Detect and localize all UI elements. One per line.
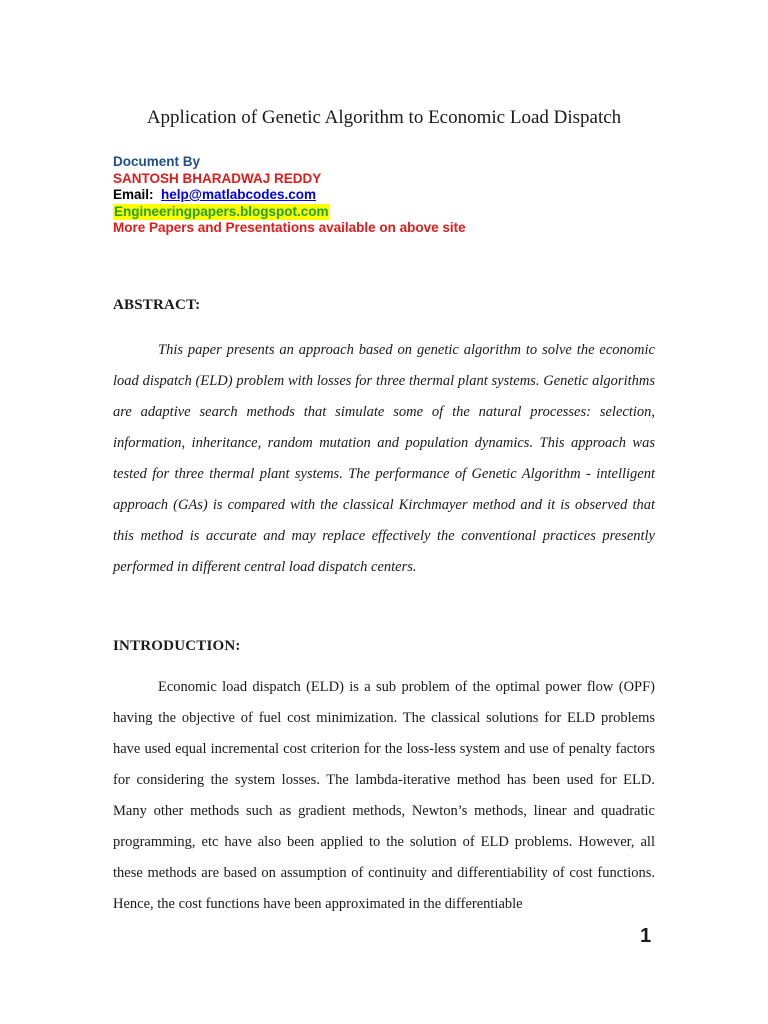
introduction-text: Economic load dispatch (ELD) is a sub problem of the optimal power flow (OPF) having the objective of fuel cost minimization. The classical solutions for ELD problems have used equal incremental cost criterion for the loss-less system and use of penalty factors for considering the system losses. The lambda-iterative method has been used for ELD. Many other methods such as gradient methods, Newton’s methods, linear and quadratic programming, etc have also been applied to the solution of ELD problems. However, all these methods are based on assumption of continuity and differentiability of cost functions. Hence, the cost functions have been approximated in the differentiable	[113, 679, 655, 912]
document-by-label: Document By	[113, 154, 201, 169]
author-name: SANTOSH BHARADWAJ REDDY	[113, 170, 322, 186]
blog-link[interactable]: Engineeringpapers.blogspot.com	[114, 203, 329, 219]
abstract-heading: ABSTRACT:	[113, 297, 201, 313]
email-label: Email:	[113, 187, 154, 202]
email-line	[113, 187, 466, 204]
paper-title: Application of Genetic Algorithm to Economic Load Dispatch	[146, 107, 622, 128]
more-papers-note: More Papers and Presentations available on above site	[113, 220, 466, 235]
introduction-heading: INTRODUCTION:	[113, 638, 241, 654]
abstract-text: This paper presents an approach based on genetic algorithm to solve the economic load dispatch (ELD) problem with losses for three thermal plant systems. Genetic algorithms are adaptive search methods that simulate some of the natural processes: selection, information, inheritance, random mutation and population dynamics. This approach was tested for three thermal plant systems. The performance of Genetic Algorithm - intelligent approach (GAs) is compared with the classical Kirchmayer method and it is observed that this method is accurate and may replace effectively the conventional practices presently performed in different central load dispatch centers.	[113, 342, 655, 575]
page-number: 1	[640, 925, 652, 947]
author-info	[113, 154, 466, 237]
email-link[interactable]: help@matlabcodes.com	[161, 187, 316, 202]
